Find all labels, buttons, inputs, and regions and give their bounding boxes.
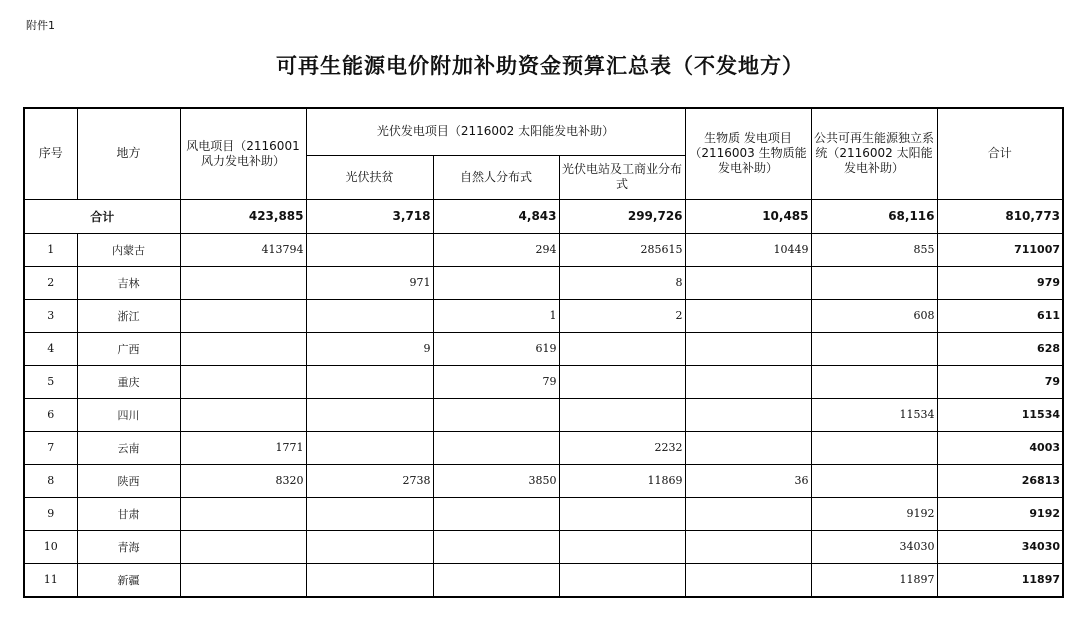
row-solar-plant: 285615 [559,233,685,266]
row-solar-natural: 1 [433,299,559,332]
row-biomass [685,563,811,597]
row-public [811,431,937,464]
row-total: 711007 [937,233,1063,266]
total-label: 合计 [24,199,180,233]
table-row [24,464,1063,497]
row-biomass: 36 [685,464,811,497]
row-seq: 8 [24,464,77,497]
header-public: 公共可再生能源独立系统（2116002 太阳能发电补助） [811,108,937,199]
row-solar-natural [433,398,559,431]
row-biomass [685,530,811,563]
row-wind: 8320 [180,464,306,497]
table-row [24,530,1063,563]
row-region: 陕西 [77,464,180,497]
row-seq: 5 [24,365,77,398]
row-total: 611 [937,299,1063,332]
row-solar-poverty: 971 [306,266,433,299]
row-public: 9192 [811,497,937,530]
header-total: 合计 [937,108,1063,199]
row-biomass [685,398,811,431]
row-solar-poverty [306,299,433,332]
row-solar-plant: 2232 [559,431,685,464]
row-solar-poverty [306,497,433,530]
row-seq: 1 [24,233,77,266]
row-region: 重庆 [77,365,180,398]
row-wind: 1771 [180,431,306,464]
table-row [24,431,1063,464]
row-public [811,365,937,398]
row-region: 云南 [77,431,180,464]
data-rows [24,233,1063,597]
row-solar-plant [559,365,685,398]
header-solar-poverty: 光伏扶贫 [306,155,433,199]
row-solar-plant [559,497,685,530]
table-row [24,233,1063,266]
row-solar-poverty: 9 [306,332,433,365]
row-public: 11534 [811,398,937,431]
row-seq: 10 [24,530,77,563]
row-seq: 9 [24,497,77,530]
row-region: 浙江 [77,299,180,332]
row-region: 甘肃 [77,497,180,530]
page-title: 可再生能源电价附加补助资金预算汇总表（不发地方） [276,53,804,78]
row-total: 11897 [937,563,1063,597]
row-total: 34030 [937,530,1063,563]
total-solar-natural: 4,843 [433,199,559,233]
row-seq: 11 [24,563,77,597]
row-solar-natural: 79 [433,365,559,398]
total-wind: 423,885 [180,199,306,233]
row-total: 628 [937,332,1063,365]
row-total: 26813 [937,464,1063,497]
row-seq: 7 [24,431,77,464]
header-wind: 风电项目（2116001 风力发电补助） [180,108,306,199]
row-solar-natural [433,266,559,299]
row-public: 11897 [811,563,937,597]
row-wind [180,332,306,365]
row-wind [180,299,306,332]
row-biomass: 10449 [685,233,811,266]
row-solar-plant [559,332,685,365]
row-solar-poverty [306,563,433,597]
row-solar-poverty: 2738 [306,464,433,497]
row-region: 青海 [77,530,180,563]
header-solar-group: 光伏发电项目（2116002 太阳能发电补助） [306,108,685,155]
row-biomass [685,332,811,365]
row-wind [180,563,306,597]
row-solar-poverty [306,530,433,563]
total-total: 810,773 [937,199,1063,233]
row-solar-natural [433,431,559,464]
header-seq: 序号 [24,108,77,199]
row-solar-plant [559,530,685,563]
row-public: 608 [811,299,937,332]
row-total: 11534 [937,398,1063,431]
row-seq: 3 [24,299,77,332]
row-biomass [685,299,811,332]
row-solar-poverty [306,233,433,266]
row-region: 广西 [77,332,180,365]
row-total: 79 [937,365,1063,398]
row-public [811,266,937,299]
row-biomass [685,266,811,299]
row-solar-plant: 8 [559,266,685,299]
table-row [24,266,1063,299]
total-public: 68,116 [811,199,937,233]
row-wind [180,497,306,530]
row-public: 855 [811,233,937,266]
header-biomass: 生物质 发电项目（2116003 生物质能发电补助） [685,108,811,199]
row-solar-natural: 619 [433,332,559,365]
row-biomass [685,497,811,530]
row-biomass [685,431,811,464]
row-wind [180,530,306,563]
table-row [24,563,1063,597]
row-solar-natural [433,563,559,597]
row-solar-natural: 294 [433,233,559,266]
row-solar-poverty [306,365,433,398]
row-solar-natural: 3850 [433,464,559,497]
table-row [24,365,1063,398]
total-solar-poverty: 3,718 [306,199,433,233]
annex-label: 附件1 [26,19,55,32]
header-solar-plant: 光伏电站及工商业分布式 [559,155,685,199]
row-solar-plant [559,563,685,597]
row-solar-plant [559,398,685,431]
budget-table [23,107,1064,598]
row-region: 新疆 [77,563,180,597]
row-solar-plant: 2 [559,299,685,332]
row-wind [180,266,306,299]
table-row [24,398,1063,431]
row-public [811,464,937,497]
row-total: 9192 [937,497,1063,530]
total-solar-plant: 299,726 [559,199,685,233]
table-row [24,299,1063,332]
row-biomass [685,365,811,398]
row-region: 吉林 [77,266,180,299]
row-total: 979 [937,266,1063,299]
row-wind: 413794 [180,233,306,266]
row-solar-plant: 11869 [559,464,685,497]
row-public [811,332,937,365]
row-region: 内蒙古 [77,233,180,266]
row-solar-poverty [306,431,433,464]
total-row [24,199,1063,233]
row-wind [180,365,306,398]
row-seq: 4 [24,332,77,365]
row-public: 34030 [811,530,937,563]
row-seq: 6 [24,398,77,431]
total-biomass: 10,485 [685,199,811,233]
row-solar-natural [433,530,559,563]
header-solar-natural: 自然人分布式 [433,155,559,199]
row-solar-poverty [306,398,433,431]
table-row [24,497,1063,530]
row-seq: 2 [24,266,77,299]
row-solar-natural [433,497,559,530]
row-total: 4003 [937,431,1063,464]
row-region: 四川 [77,398,180,431]
row-wind [180,398,306,431]
header-region: 地方 [77,108,180,199]
table-row [24,332,1063,365]
